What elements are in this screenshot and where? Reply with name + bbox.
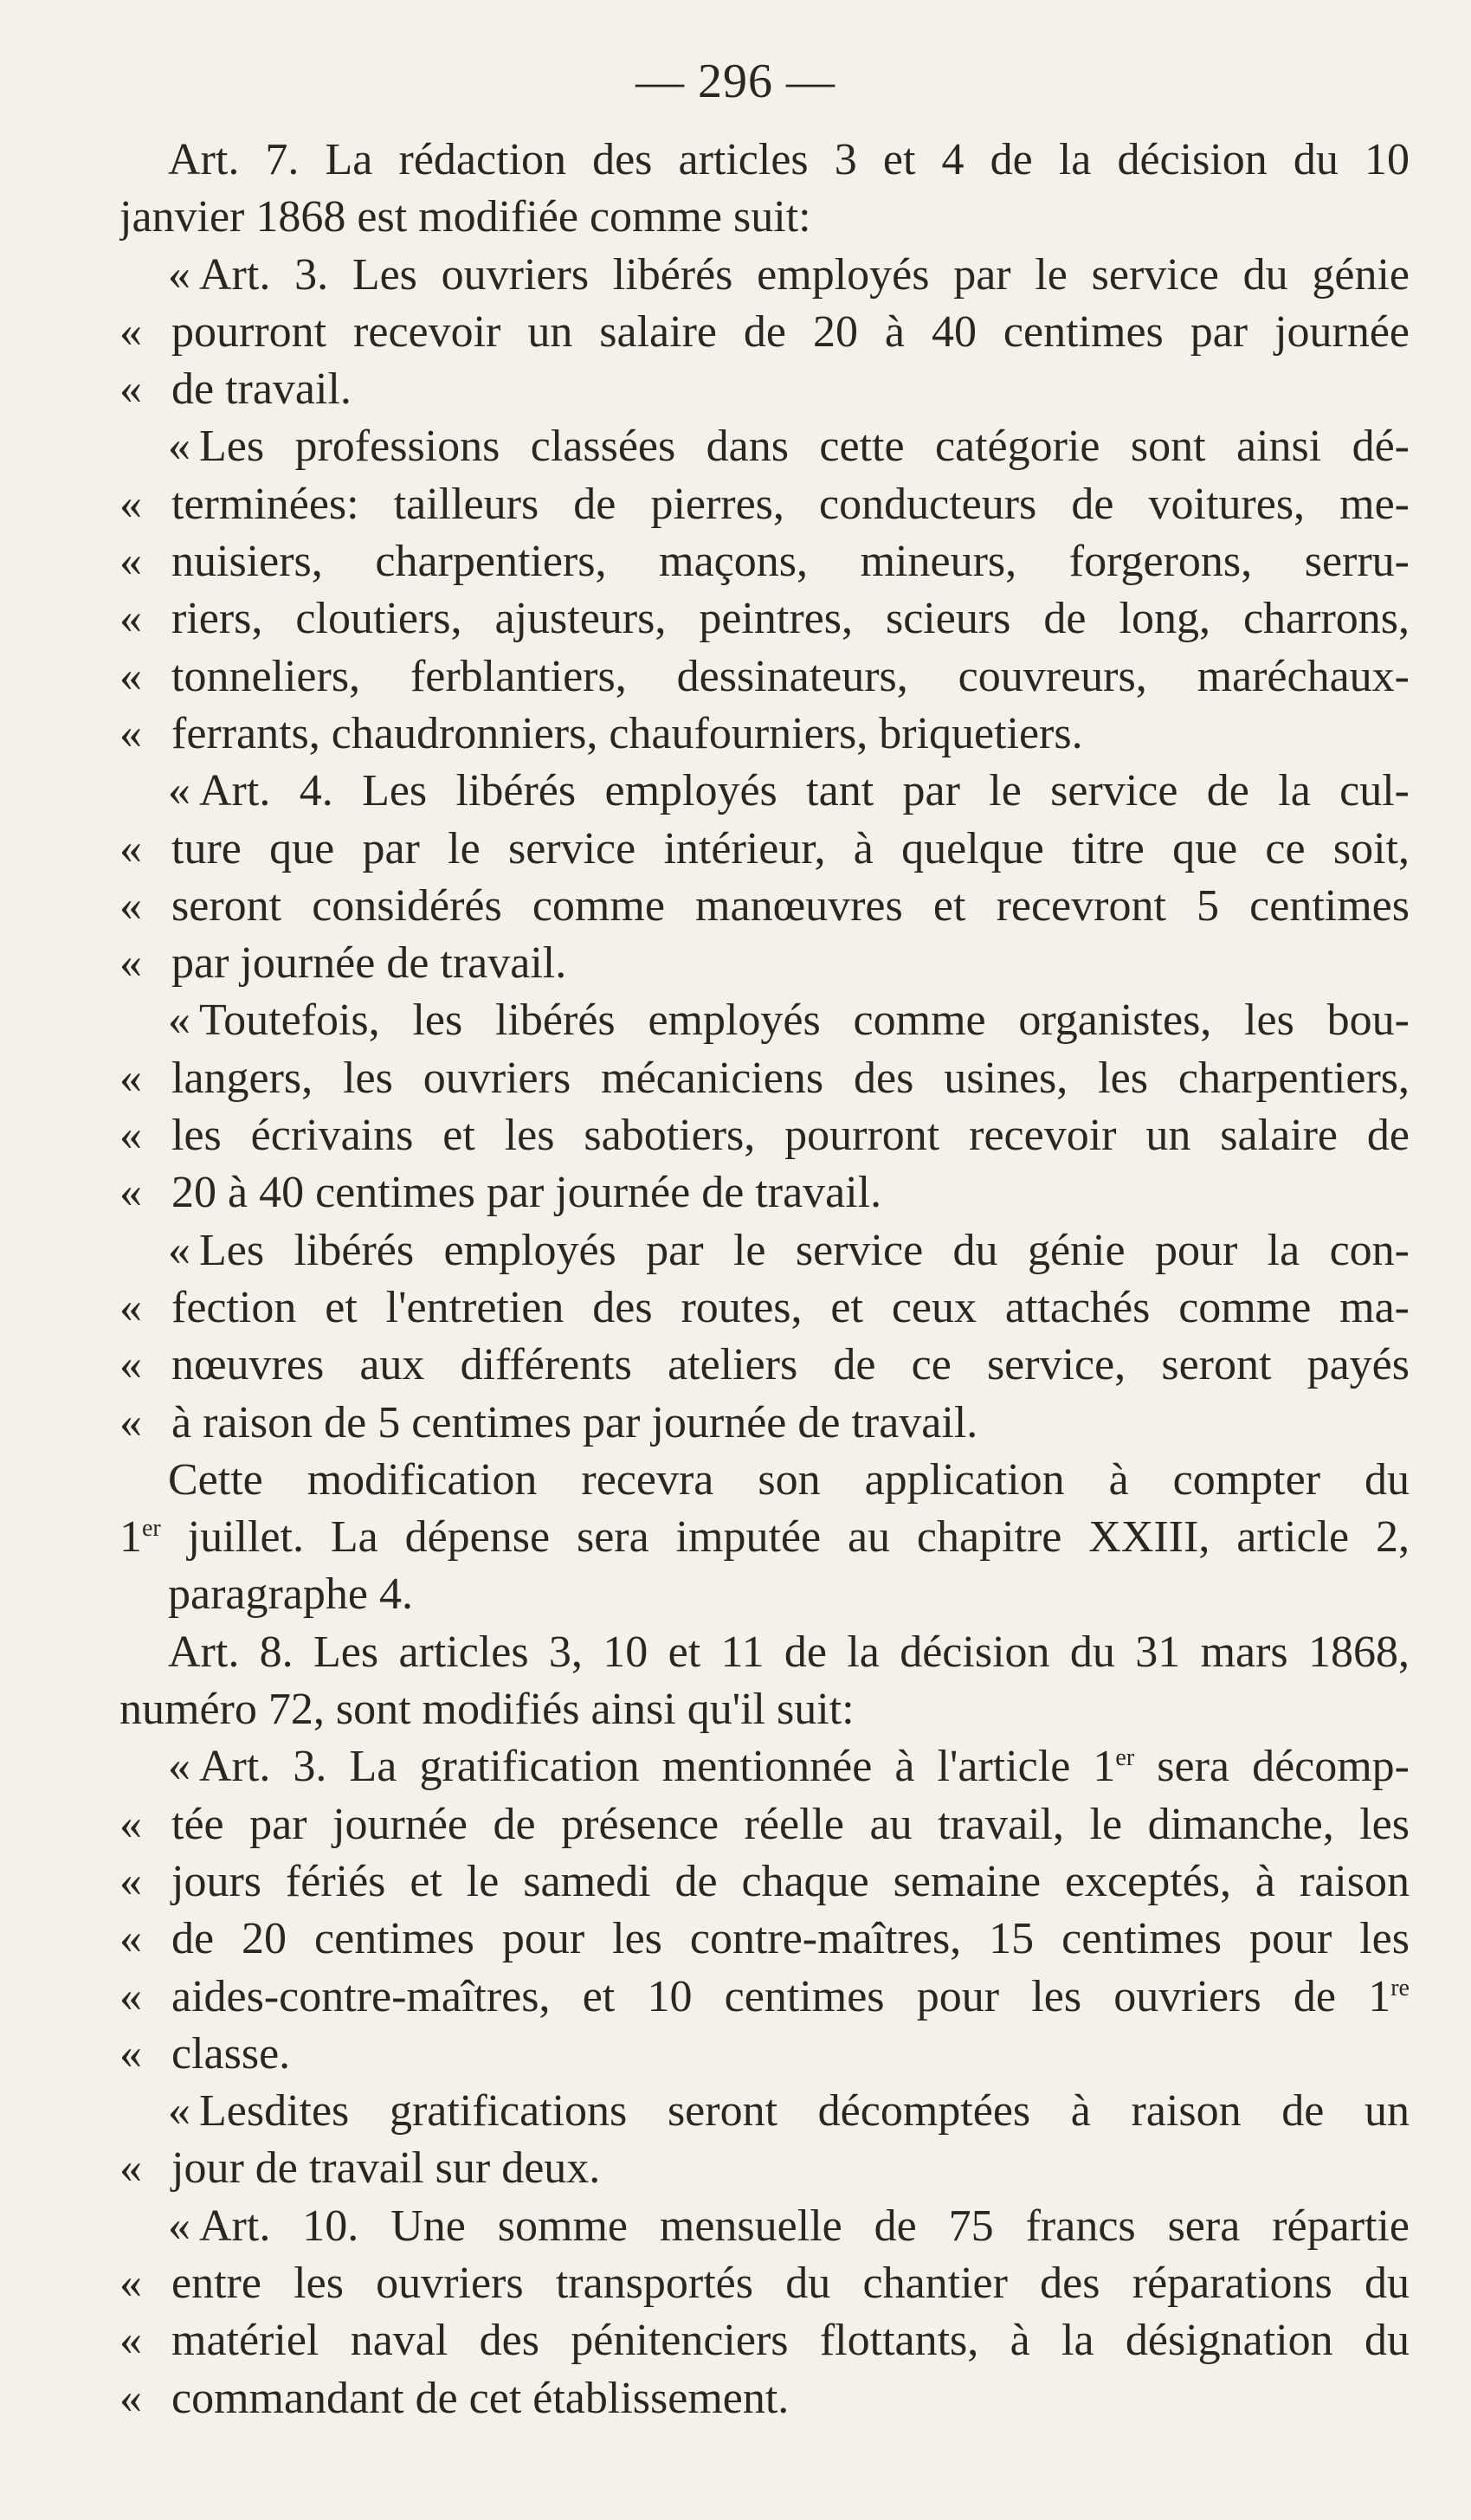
text-line: « terminées: tailleurs de pierres, conducteurs de voitures, me-	[119, 479, 1410, 529]
text-line: « jours fériés et le samedi de chaque semaine exceptés, à raison	[119, 1856, 1410, 1906]
text-line: « Art. 10. Une somme mensuelle de 75 francs sera répartie	[168, 2201, 1410, 2251]
text-line: « de travail.	[119, 364, 352, 415]
text-line: « tée par journée de présence réelle au travail, le dimanche, les	[119, 1799, 1410, 1849]
text-line: Art. 8. Les articles 3, 10 et 11 de la décision du 31 mars 1868,	[168, 1627, 1410, 1677]
page-number: — 296 —	[635, 55, 836, 108]
text-line: « Les libérés employés par le service du génie pour la con-	[168, 1225, 1410, 1275]
text-line: « pourront recevoir un salaire de 20 à 40 centimes par journée	[119, 306, 1410, 357]
text-line: paragraphe 4.	[168, 1569, 413, 1620]
text-line: « nœuvres aux différents ateliers de ce service, seront payés	[119, 1340, 1410, 1390]
text-line: « ferrants, chaudronniers, chaufourniers, briquetiers.	[119, 708, 1083, 758]
text-line: « Art. 4. Les libérés employés tant par le service de la cul-	[168, 766, 1410, 816]
text-line: « nuisiers, charpentiers, maçons, mineurs, forgerons, serru-	[119, 537, 1410, 587]
text-line: « aides-contre-maîtres, et 10 centimes pour les ouvriers de 1re	[119, 1971, 1410, 2021]
text-line: « les écrivains et les sabotiers, pourront recevoir un salaire de	[119, 1111, 1410, 1161]
body-text	[119, 132, 1410, 2427]
text-line: « ture que par le service intérieur, à quelque titre que ce soit,	[119, 823, 1410, 873]
text-line: Art. 7. La rédaction des articles 3 et 4 de la décision du 10	[168, 135, 1410, 184]
text-line: « matériel naval des pénitenciers flottants, à la désignation du	[119, 2316, 1410, 2366]
text-line: « riers, cloutiers, ajusteurs, peintres, scieurs de long, charrons,	[119, 594, 1410, 644]
text-line: « classe.	[119, 2028, 291, 2079]
text-line: « Lesdites gratifications seront décomptées à raison de un	[168, 2086, 1410, 2137]
text-line: « entre les ouvriers transportés du chantier des réparations du	[119, 2258, 1410, 2308]
text-line: janvier 1868 est modifiée comme suit:	[119, 192, 811, 242]
text-line: numéro 72, sont modifiés ainsi qu'il suit:	[119, 1685, 855, 1735]
text-line: « Les professions classées dans cette catégorie sont ainsi dé-	[168, 422, 1410, 472]
text-line: 1er juillet. La dépense sera imputée au chapitre XXIII, article 2,	[119, 1512, 1410, 1563]
text-line: « jour de travail sur deux.	[119, 2143, 601, 2194]
text-line: « Art. 3. La gratification mentionnée à l'article 1er sera décomp-	[168, 1742, 1410, 1792]
text-line: « par journée de travail.	[119, 938, 567, 989]
text-line: « 20 à 40 centimes par journée de travail.	[119, 1168, 882, 1218]
text-line: « langers, les ouvriers mécaniciens des usines, les charpentiers,	[119, 1053, 1410, 1103]
text-line: « commandant de cet établissement.	[119, 2373, 790, 2423]
text-line: « à raison de 5 centimes par journée de travail.	[119, 1397, 978, 1447]
text-line: « de 20 centimes pour les contre-maîtres, 15 centimes pour les	[119, 1914, 1410, 1964]
text-line: « tonneliers, ferblantiers, dessinateurs, couvreurs, maréchaux-	[119, 651, 1410, 701]
text-line: « fection et l'entretien des routes, et ceux attachés comme ma-	[119, 1282, 1410, 1332]
text-line: Cette modification recevra son application à compter du	[168, 1454, 1410, 1505]
text-line: « Toutefois, les libérés employés comme organistes, les bou-	[168, 996, 1410, 1046]
text-line: « seront considérés comme manœuvres et recevront 5 centimes	[119, 880, 1410, 931]
text-line: « Art. 3. Les ouvriers libérés employés par le service du génie	[168, 249, 1410, 300]
